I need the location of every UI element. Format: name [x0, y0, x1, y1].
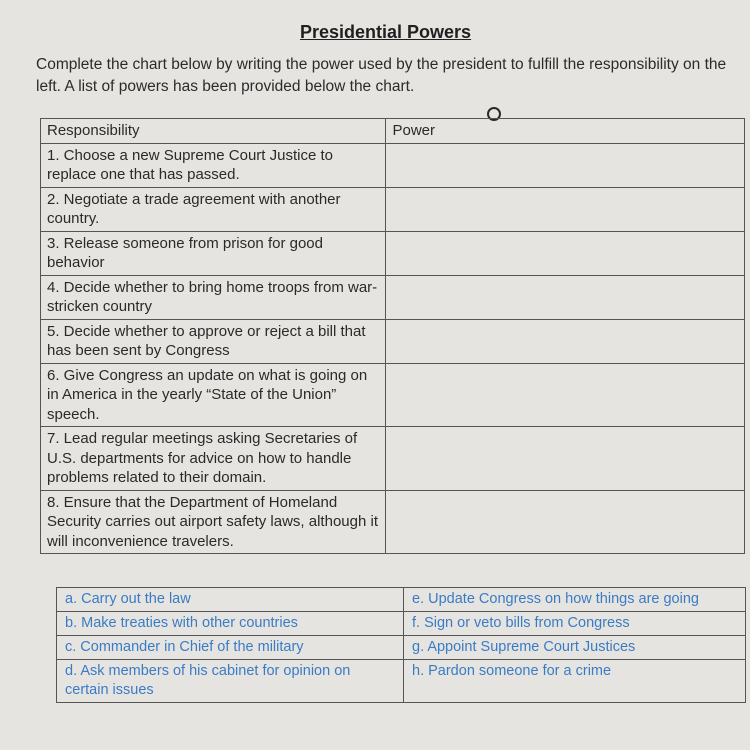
table-row	[41, 275, 745, 319]
table-row	[41, 187, 745, 231]
instructions-text: Complete the chart below by writing the power used by the president to fulfill the responsibility on the left. A list of powers has been provided below the chart.	[36, 56, 727, 95]
table-row	[57, 660, 746, 703]
table-row	[57, 588, 746, 612]
power-answer-cell[interactable]	[386, 275, 745, 319]
responsibility-cell: 2. Negotiate a trade agreement with another country.	[41, 187, 386, 231]
page-title: Presidential Powers	[300, 22, 472, 42]
responsibility-cell: 4. Decide whether to bring home troops from war-stricken country	[41, 275, 386, 319]
responsibility-header: Responsibility	[41, 119, 386, 144]
table-row	[41, 231, 745, 275]
power-option: b. Make treaties with other countries	[57, 612, 404, 636]
table-row	[57, 612, 746, 636]
responsibility-cell: 1. Choose a new Supreme Court Justice to replace one that has passed.	[41, 143, 386, 187]
responsibility-cell: 6. Give Congress an update on what is going on in America in the yearly “State of the Union” speech.	[41, 363, 386, 427]
powers-list-table	[56, 587, 746, 703]
responsibility-cell: 3. Release someone from prison for good behavior	[41, 231, 386, 275]
table-row	[41, 143, 745, 187]
table-row	[41, 363, 745, 427]
power-answer-cell[interactable]	[386, 143, 745, 187]
power-header: Power	[386, 119, 745, 144]
power-answer-cell[interactable]	[386, 187, 745, 231]
table-row	[57, 636, 746, 660]
responsibility-chart	[40, 118, 745, 554]
responsibility-cell: 8. Ensure that the Department of Homeland Security carries out airport safety laws, although it will inconvenience travelers.	[41, 490, 386, 554]
power-option: e. Update Congress on how things are going	[404, 588, 746, 612]
power-option: f. Sign or veto bills from Congress	[404, 612, 746, 636]
table-row	[41, 319, 745, 363]
responsibility-cell: 7. Lead regular meetings asking Secretaries of U.S. departments for advice on how to handle problems related to their domain.	[41, 427, 386, 491]
responsibility-cell: 5. Decide whether to approve or reject a bill that has been sent by Congress	[41, 319, 386, 363]
table-row	[41, 490, 745, 554]
power-answer-cell[interactable]	[386, 363, 745, 427]
power-answer-cell[interactable]	[386, 319, 745, 363]
power-option: h. Pardon someone for a crime	[404, 660, 746, 703]
power-option: a. Carry out the law	[57, 588, 404, 612]
power-option: d. Ask members of his cabinet for opinion on certain issues	[57, 660, 404, 703]
power-answer-cell[interactable]	[386, 490, 745, 554]
table-row	[41, 427, 745, 491]
power-option: g. Appoint Supreme Court Justices	[404, 636, 746, 660]
chart-header-row	[41, 119, 745, 144]
power-answer-cell[interactable]	[386, 231, 745, 275]
power-answer-cell[interactable]	[386, 427, 745, 491]
power-option: c. Commander in Chief of the military	[57, 636, 404, 660]
